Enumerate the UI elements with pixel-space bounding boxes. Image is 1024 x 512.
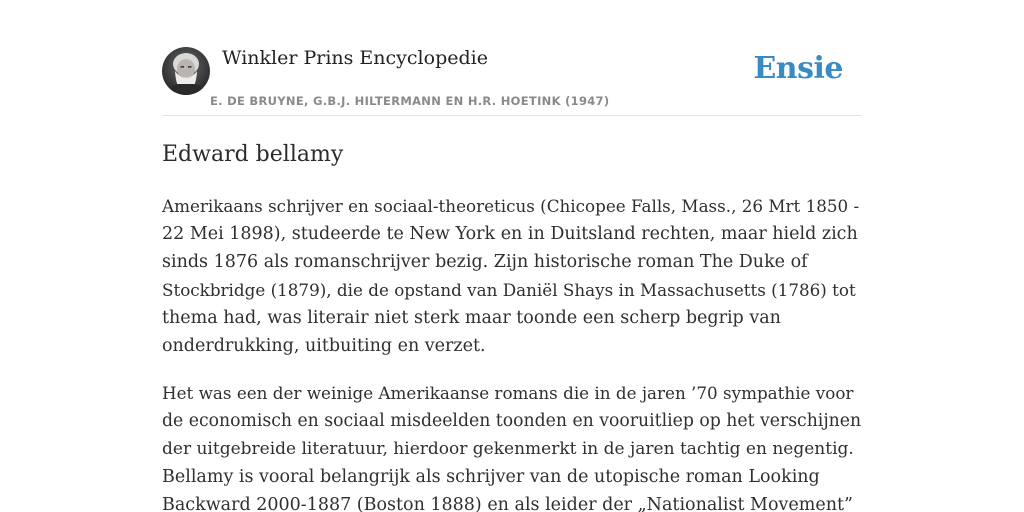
paragraph-line: der uitgebreide literatuur, hierdoor gekenmerkt in de jaren tachtig en negentig. bbox=[162, 439, 854, 459]
article-body bbox=[162, 192, 862, 512]
ensie-logo[interactable]: Ensie bbox=[753, 51, 843, 86]
paragraph-line: 22 Mei 1898), studeerde te New York en in Duitsland rechten, maar hield zich bbox=[162, 224, 858, 244]
paragraph-line: sinds 1876 als romanschrijver bezig. Zijn historische roman The Duke of bbox=[162, 252, 808, 272]
paragraph-line: onderdrukking, uitbuiting en verzet. bbox=[162, 336, 486, 356]
article-title: Edward bellamy bbox=[162, 142, 344, 167]
source-title[interactable]: Winkler Prins Encyclopedie bbox=[222, 47, 488, 69]
paragraph-line: thema had, was literair niet sterk maar toonde een scherp begrip van bbox=[162, 308, 781, 328]
paragraph-line: de economisch en sociaal misdeelden toonden en vooruitliep op het verschijnen bbox=[162, 411, 862, 431]
paragraph-line: Het was een der weinige Amerikaanse romans die in de jaren ’70 sympathie voor bbox=[162, 383, 854, 403]
article-paragraph-1 bbox=[162, 192, 862, 360]
paragraph-line: Amerikaans schrijver en sociaal-theoreticus (Chicopee Falls, Mass., 26 Mrt 1850 - bbox=[162, 196, 860, 216]
paragraph-line: Backward 2000-1887 (Boston 1888) en als leider der „Nationalist Movement” bbox=[162, 495, 853, 512]
source-authors: E. DE BRUYNE, G.B.J. HILTERMANN EN H.R. HOETINK (1947) bbox=[210, 94, 610, 108]
paragraph-line: Stockbridge (1879), die de opstand van Daniël Shays in Massachusetts (1786) tot bbox=[162, 280, 856, 300]
paragraph-line: Bellamy is vooral belangrijk als schrijver van de utopische roman Looking bbox=[162, 467, 820, 487]
article-paragraph-2 bbox=[162, 379, 862, 512]
bearded-man-portrait-icon bbox=[162, 47, 210, 95]
source-avatar[interactable] bbox=[162, 47, 210, 95]
source-header bbox=[162, 0, 862, 116]
